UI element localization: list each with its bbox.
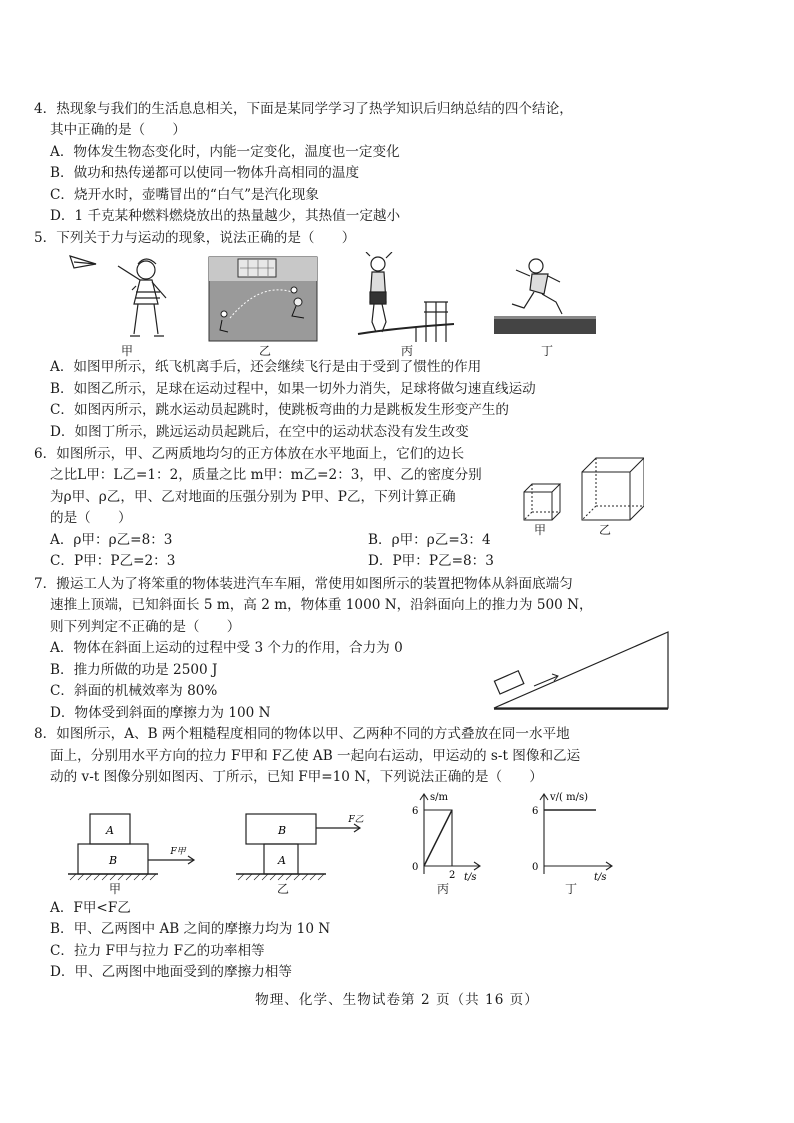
q7-option-a: A．物体在斜面上运动的过程中受 3 个力的作用，合力为 0	[50, 640, 403, 656]
q5-option-b: B．如图乙所示，足球在运动过程中，如果一切外力消失，足球将做匀速直线运动	[50, 381, 536, 397]
q6-option-a: A．ρ甲：ρ乙=8：3	[50, 532, 173, 548]
bing-xlabel: t/s	[464, 872, 477, 882]
q8-option-a: A．F甲<F乙	[50, 900, 131, 916]
stack-yi-figure	[236, 808, 376, 882]
q8-stem-line2: 面上，分别用水平方向的拉力 F甲和 F乙使 AB 一起向右运动，甲运动的 s-t 图像和乙运	[50, 748, 581, 764]
cubes-figure	[520, 452, 644, 528]
jia-label-b: B	[108, 854, 118, 867]
jia-force-label: F甲	[170, 847, 186, 857]
q5-caption-ding: 丁	[540, 344, 553, 358]
bing-ylabel: s/m	[430, 792, 448, 803]
q8-stem-line3: 动的 v-t 图像分别如图丙、丁所示，已知 F甲=10 N，下列说法正确的是（ ）	[50, 769, 543, 785]
q5-caption-jia: 甲	[120, 344, 133, 358]
diving-figure	[356, 252, 456, 342]
long-jump-figure	[490, 252, 600, 338]
ding-origin: 0	[532, 862, 539, 873]
q7-option-b: B．推力所做的功是 2500 J	[50, 662, 218, 678]
q4-stem-line1: 4．热现象与我们的生活息息相关，下面是某同学学习了热学知识后归纳总结的四个结论，	[34, 101, 573, 117]
q7-stem-line1: 7．搬运工人为了将笨重的物体装进汽车车厢，常使用如图所示的装置把物体从斜面底端匀	[34, 576, 573, 592]
q7-stem-line2: 速推上顶端，已知斜面长 5 m，高 2 m，物体重 1000 N，沿斜面向上的推力为 500 N，	[50, 597, 593, 613]
ding-ylabel: v/( m/s)	[550, 792, 588, 803]
q8-stem-line1: 8．如图所示，A、B 两个粗糙程度相同的物体以甲、乙两种不同的方式叠放在同一水平地	[34, 726, 570, 742]
bing-origin: 0	[412, 862, 419, 873]
q4-option-b: B．做功和热传递都可以使同一物体升高相同的温度	[50, 165, 360, 181]
bing-xtick: 2	[449, 870, 456, 881]
ding-ytick: 6	[532, 806, 539, 817]
ding-xlabel: t/s	[594, 872, 607, 882]
yi-label-b: B	[277, 824, 287, 837]
paper-plane-figure	[62, 250, 182, 342]
incline-figure	[490, 628, 672, 712]
q6-stem-line2: 之比L甲：L乙=1：2，质量之比 m甲：m乙=2：3，甲、乙的密度分别	[50, 467, 482, 483]
q5-option-a: A．如图甲所示，纸飞机离手后，还会继续飞行是由于受到了惯性的作用	[50, 359, 482, 375]
q4-stem-line2: 其中正确的是（ ）	[50, 122, 186, 138]
vt-graph-figure	[526, 786, 626, 882]
q8-caption-yi: 乙	[276, 882, 289, 896]
q8-caption-bing: 丙	[436, 882, 449, 896]
q6-stem-line4: 的是（ ）	[50, 510, 132, 526]
st-graph-figure	[400, 786, 490, 882]
q8-option-d: D．甲、乙两图中地面受到的摩擦力相等	[50, 964, 292, 980]
q5-caption-bing: 丙	[400, 344, 413, 358]
q5-option-c: C．如图丙所示，跳水运动员起跳时，使跳板弯曲的力是跳板发生形变产生的	[50, 402, 509, 418]
q8-option-c: C．拉力 F甲与拉力 F乙的功率相等	[50, 943, 265, 959]
q4-option-a: A．物体发生物态变化时，内能一定变化，温度也一定变化	[50, 144, 400, 160]
q7-option-d: D．物体受到斜面的摩擦力为 100 N	[50, 705, 271, 721]
bing-ytick: 6	[412, 806, 419, 817]
page-footer: 物理、化学、生物试卷第 2 页（共 16 页）	[255, 992, 539, 1008]
q6-option-c: C．P甲：P乙=2：3	[50, 553, 176, 569]
q5-stem: 5．下列关于力与运动的现象，说法正确的是（ ）	[34, 230, 356, 246]
yi-force-label: F乙	[348, 815, 364, 825]
q6-option-b: B．ρ甲：ρ乙=3：4	[368, 532, 491, 548]
q6-caption-yi: 乙	[598, 523, 611, 537]
q5-caption-yi: 乙	[258, 344, 271, 358]
q8-caption-jia: 甲	[108, 882, 121, 896]
q8-option-b: B．甲、乙两图中 AB 之间的摩擦力均为 10 N	[50, 921, 331, 937]
q4-option-d: D．1 千克某种燃料燃烧放出的热量越少，其热值一定越小	[50, 208, 401, 224]
q8-caption-ding: 丁	[564, 882, 577, 896]
q5-option-d: D．如图丁所示，跳远运动员起跳后，在空中的运动状态没有发生改变	[50, 424, 469, 440]
q7-stem-line3: 则下列判定不正确的是（ ）	[50, 619, 241, 635]
football-figure	[208, 256, 318, 342]
q6-option-d: D．P甲：P乙=8：3	[368, 553, 494, 569]
stack-jia-figure	[68, 808, 208, 882]
q7-option-c: C．斜面的机械效率为 80%	[50, 683, 218, 699]
yi-label-a: A	[278, 854, 286, 867]
q6-stem-line1: 6．如图所示，甲、乙两质地均匀的正方体放在水平地面上，它们的边长	[34, 446, 465, 462]
jia-label-a: A	[106, 824, 114, 837]
q6-stem-line3: 为ρ甲、ρ乙，甲、乙对地面的压强分别为 P甲、P乙，下列计算正确	[50, 489, 456, 505]
q4-option-c: C．烧开水时，壶嘴冒出的“白气”是汽化现象	[50, 187, 319, 203]
q6-caption-jia: 甲	[533, 523, 546, 537]
